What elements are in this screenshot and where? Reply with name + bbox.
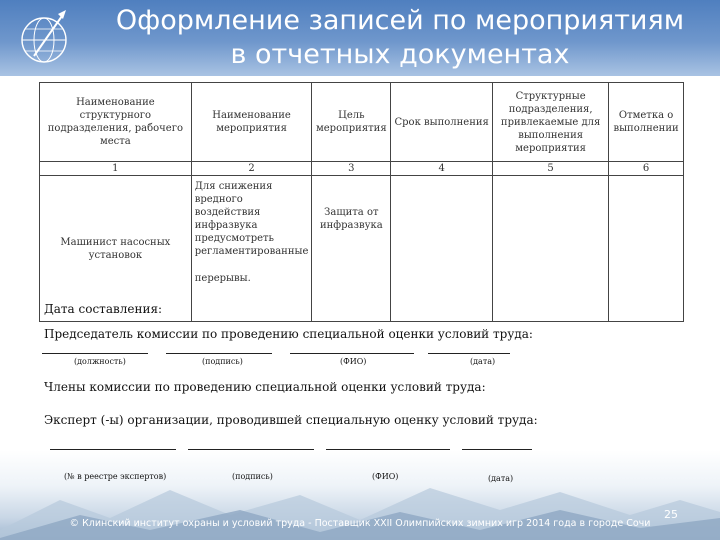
column-number: 1 (40, 162, 192, 176)
date-label: Дата составления: (44, 302, 163, 316)
column-number-row (40, 162, 684, 176)
caption-date: (дата) (470, 357, 496, 366)
signature-line[interactable] (166, 353, 272, 354)
page-number: 25 (664, 508, 678, 521)
col-header-mark: Отметка о выполнении (609, 83, 684, 162)
action-text: Для снижения вредного воздействия инфразвука предусмотреть регламентированные (194, 181, 309, 257)
col-header-workplace: Наименование структурного подразделения, рабочего места (40, 83, 192, 162)
column-number: 2 (191, 162, 312, 176)
column-number: 4 (391, 162, 493, 176)
col-header-goal: Цель мероприятия (312, 83, 391, 162)
column-number: 3 (312, 162, 391, 176)
column-number: 5 (493, 162, 609, 176)
expert-label: Эксперт (-ы) организации, проводившей специальную оценку условий труда: (44, 413, 538, 427)
members-label: Члены комиссии по проведению специальной оценки условий труда: (44, 380, 486, 394)
title-banner (0, 0, 720, 76)
title-line-1: Оформление записей по мероприятиям (115, 5, 685, 36)
table-header-row (40, 83, 684, 162)
caption-registry-number: (№ в реестре экспертов) (64, 472, 167, 481)
caption-expert-name: (ФИО) (372, 472, 399, 481)
caption-expert-date: (дата) (488, 474, 514, 483)
col-header-deadline: Срок выполнения (391, 83, 493, 162)
action-text-end: перерывы. (194, 273, 251, 284)
cell-goal: Защита от инфразвука (312, 176, 391, 322)
cell-workplace: Машинист насосных установок (40, 176, 192, 322)
caption-position: (должность) (74, 357, 126, 366)
column-number: 6 (609, 162, 684, 176)
cell-mark (609, 176, 684, 322)
chairman-label: Председатель комиссии по проведению специальной оценки условий труда: (44, 327, 533, 341)
title-line-2: в отчетных документах (230, 39, 570, 70)
cell-deadline (391, 176, 493, 322)
caption-name: (ФИО) (340, 357, 367, 366)
measures-table (39, 82, 684, 322)
caption-expert-signature: (подпись) (232, 472, 273, 481)
footer-caption: © Клинский институт охраны и условий труда - Поставщик XXII Олимпийских зимних игр 2014 года в городе Сочи (69, 518, 651, 529)
name-signature-line[interactable] (290, 353, 414, 354)
cell-departments (493, 176, 609, 322)
globe-logo-icon (14, 6, 78, 70)
caption-signature: (подпись) (202, 357, 243, 366)
table-row (40, 176, 684, 322)
position-signature-line[interactable] (42, 353, 148, 354)
cell-action (191, 176, 312, 322)
col-header-departments: Структурные подразделения, привлекаемые для выполнения мероприятия (493, 83, 609, 162)
page-title (80, 4, 720, 72)
date-signature-line[interactable] (428, 353, 510, 354)
col-header-action: Наименование мероприятия (191, 83, 312, 162)
